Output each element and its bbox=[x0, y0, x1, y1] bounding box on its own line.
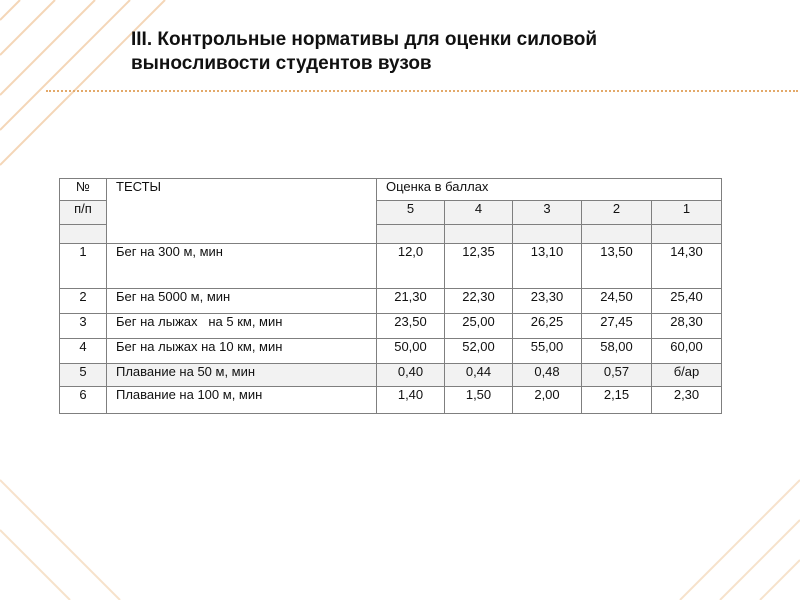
row-num: 3 bbox=[60, 314, 107, 339]
row-value: б/ар bbox=[652, 364, 722, 387]
row-value: 21,30 bbox=[377, 289, 445, 314]
score-header-2: 2 bbox=[582, 201, 652, 225]
spacer-cell bbox=[513, 225, 582, 244]
header-score-group: Оценка в баллах bbox=[377, 179, 722, 201]
row-value: 12,0 bbox=[377, 244, 445, 289]
row-value: 25,40 bbox=[652, 289, 722, 314]
row-test: Плавание на 50 м, мин bbox=[107, 364, 377, 387]
row-value: 50,00 bbox=[377, 339, 445, 364]
title-divider bbox=[46, 90, 798, 92]
row-num: 1 bbox=[60, 244, 107, 289]
row-value: 14,30 bbox=[652, 244, 722, 289]
table-row bbox=[60, 364, 722, 387]
row-value: 0,44 bbox=[445, 364, 513, 387]
table-row bbox=[60, 244, 722, 289]
row-num: 6 bbox=[60, 387, 107, 414]
row-value: 1,50 bbox=[445, 387, 513, 414]
row-num: 2 bbox=[60, 289, 107, 314]
row-value: 22,30 bbox=[445, 289, 513, 314]
table-row bbox=[60, 289, 722, 314]
row-value: 55,00 bbox=[513, 339, 582, 364]
score-header-3: 3 bbox=[513, 201, 582, 225]
spacer-cell bbox=[582, 225, 652, 244]
row-value: 0,40 bbox=[377, 364, 445, 387]
row-value: 2,30 bbox=[652, 387, 722, 414]
row-num: 4 bbox=[60, 339, 107, 364]
row-value: 60,00 bbox=[652, 339, 722, 364]
row-value: 0,48 bbox=[513, 364, 582, 387]
slide-title bbox=[131, 28, 691, 76]
row-value: 13,50 bbox=[582, 244, 652, 289]
header-row bbox=[60, 179, 722, 201]
row-value: 1,40 bbox=[377, 387, 445, 414]
row-value: 23,30 bbox=[513, 289, 582, 314]
table-row bbox=[60, 339, 722, 364]
row-value: 52,00 bbox=[445, 339, 513, 364]
row-value: 28,30 bbox=[652, 314, 722, 339]
row-value: 24,50 bbox=[582, 289, 652, 314]
header-num: № bbox=[60, 179, 107, 201]
score-header-1: 1 bbox=[652, 201, 722, 225]
row-value: 2,15 bbox=[582, 387, 652, 414]
row-value: 12,35 bbox=[445, 244, 513, 289]
score-header-4: 4 bbox=[445, 201, 513, 225]
row-value: 0,57 bbox=[582, 364, 652, 387]
row-value: 26,25 bbox=[513, 314, 582, 339]
table-row bbox=[60, 387, 722, 414]
table-row bbox=[60, 314, 722, 339]
row-value: 13,10 bbox=[513, 244, 582, 289]
spacer-cell bbox=[652, 225, 722, 244]
header-num-sub: п/п bbox=[60, 201, 107, 225]
row-test: Бег на лыжах на 10 км, мин bbox=[107, 339, 377, 364]
score-header-5: 5 bbox=[377, 201, 445, 225]
row-test: Плавание на 100 м, мин bbox=[107, 387, 377, 414]
row-value: 25,00 bbox=[445, 314, 513, 339]
spacer-cell bbox=[60, 225, 107, 244]
row-test: Бег на лыжах на 5 км, мин bbox=[107, 314, 377, 339]
row-value: 58,00 bbox=[582, 339, 652, 364]
row-test: Бег на 5000 м, мин bbox=[107, 289, 377, 314]
spacer-cell bbox=[445, 225, 513, 244]
row-value: 2,00 bbox=[513, 387, 582, 414]
row-num: 5 bbox=[60, 364, 107, 387]
header-tests: ТЕСТЫ bbox=[107, 179, 377, 244]
slide-title-line1: III. Контрольные нормативы для оценки силовой bbox=[131, 29, 598, 50]
row-test: Бег на 300 м, мин bbox=[107, 244, 377, 289]
spacer-cell bbox=[377, 225, 445, 244]
row-value: 27,45 bbox=[582, 314, 652, 339]
norms-table bbox=[59, 178, 722, 414]
slide-title-line2: выносливости студентов вузов bbox=[131, 53, 432, 74]
row-value: 23,50 bbox=[377, 314, 445, 339]
